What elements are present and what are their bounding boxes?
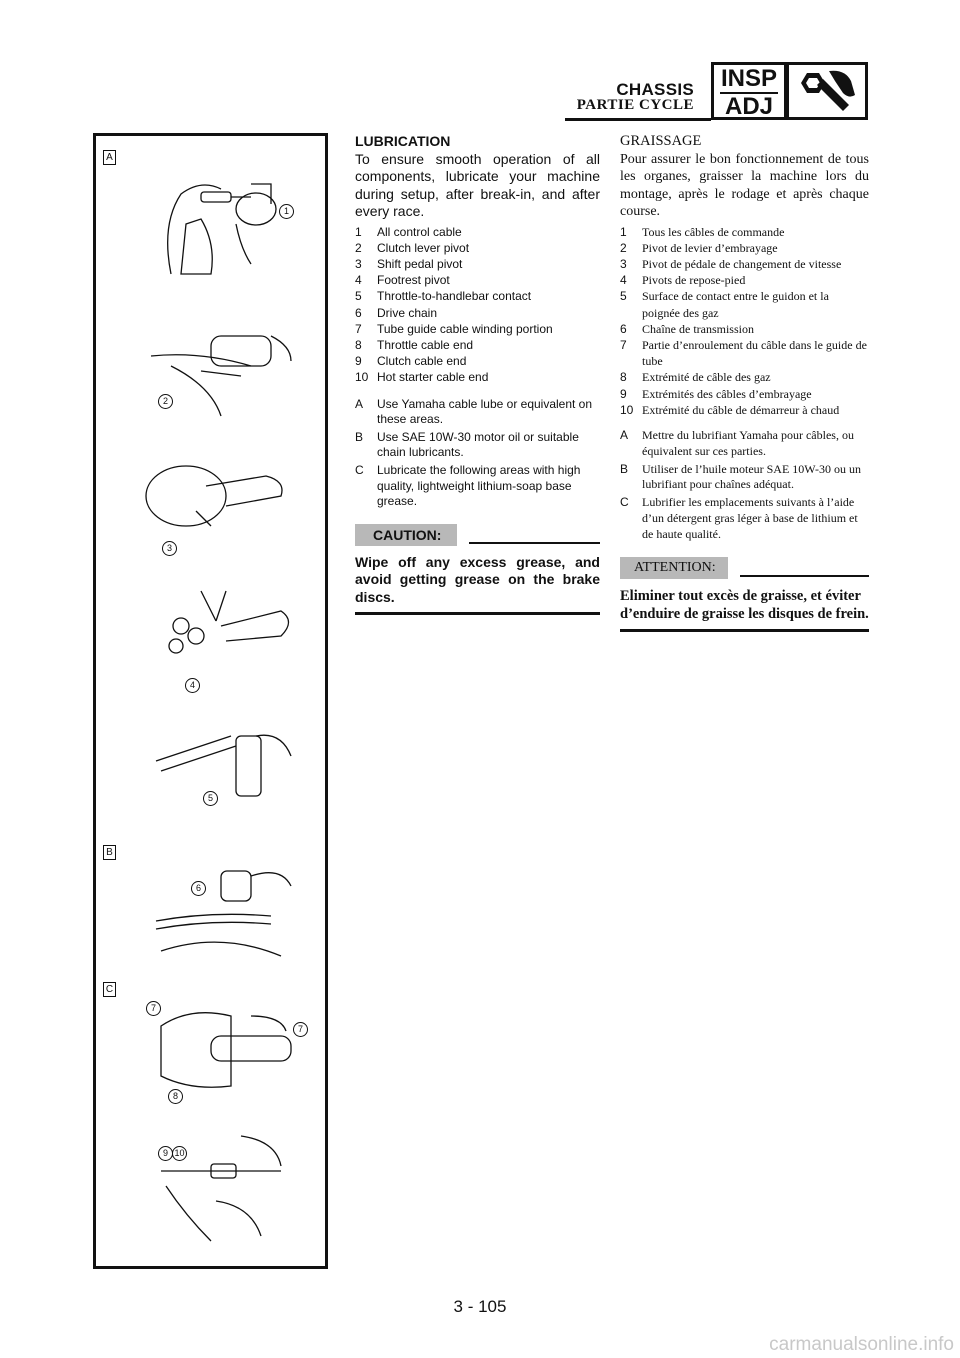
item-text: Chaîne de transmission — [642, 321, 754, 336]
english-note — [355, 463, 600, 510]
note-letter: A — [355, 396, 364, 411]
item-text: Tube guide cable winding portion — [377, 321, 553, 336]
english-item — [355, 240, 600, 256]
item-text: Throttle-to-handlebar contact — [377, 289, 532, 304]
english-item — [355, 272, 600, 288]
item-number: 6 — [355, 305, 362, 320]
item-text: Extrémité du câble de démarreur à chaud — [642, 402, 840, 417]
french-note — [620, 428, 869, 460]
figure-label-c: C — [103, 982, 116, 997]
throttle-illustration — [151, 726, 301, 806]
callout-9: 9 — [158, 1146, 173, 1161]
english-note — [355, 430, 600, 461]
french-note — [620, 495, 869, 542]
item-text: All control cable — [377, 224, 462, 239]
french-notes — [620, 428, 869, 543]
french-item — [620, 402, 869, 418]
french-item — [620, 272, 869, 288]
item-number: 1 — [620, 224, 627, 239]
item-number: 9 — [620, 386, 627, 401]
item-text: Pivot de pédale de changement de vitesse — [642, 257, 842, 272]
item-number: 5 — [355, 289, 362, 304]
english-item — [355, 305, 600, 321]
note-letter: B — [620, 461, 629, 476]
english-item — [355, 288, 600, 304]
note-text: Lubrifier les emplacements suivants à l’aide d’un détergent gras léger à base de lithium et de haute qualité. — [642, 495, 858, 541]
badge-bottom-text: ADJ — [724, 93, 773, 120]
callout-6: 6 — [191, 881, 206, 896]
item-number: 2 — [620, 240, 627, 255]
insp-adj-badge — [711, 62, 787, 120]
item-text: Clutch cable end — [377, 354, 467, 369]
english-item — [355, 337, 600, 353]
header-title-fr: PARTIE CYCLE — [576, 97, 694, 113]
callout-7a: 7 — [146, 1001, 161, 1016]
english-item — [355, 353, 600, 369]
item-number: 8 — [355, 338, 362, 353]
page-number: 3 - 105 — [453, 1297, 507, 1316]
english-item — [355, 256, 600, 272]
english-column — [355, 133, 600, 615]
french-intro: Pour assurer le bon fonctionnement de tous les organes, graisser la machine lors du montage, après le rodage et après chaque course. — [620, 152, 869, 220]
item-text: Shift pedal pivot — [377, 257, 463, 272]
item-number: 3 — [620, 257, 627, 272]
header-title-en: CHASSIS — [616, 80, 694, 99]
callout-3: 3 — [162, 541, 177, 556]
note-letter: C — [620, 495, 629, 510]
attention-text: Eliminer tout excès de graisse, et éviter d’enduire de graisse les disques de frein. — [620, 587, 869, 622]
item-number: 3 — [355, 257, 362, 272]
attention-rule — [740, 575, 869, 577]
english-item-list — [355, 224, 600, 386]
item-number: 4 — [620, 273, 627, 288]
item-text: Surface de contact entre le guidon et la poignée des gaz — [642, 289, 829, 320]
callout-10: 10 — [172, 1146, 187, 1161]
note-text: Lubricate the following areas with high quality, lightweight lithium-soap base grease. — [377, 463, 581, 509]
callout-1: 1 — [279, 204, 294, 219]
french-item — [620, 224, 869, 240]
illustration-frame — [93, 133, 328, 1269]
item-number: 4 — [355, 273, 362, 288]
note-text: Utiliser de l’huile moteur SAE 10W-30 ou un lubrifiant pour chaînes adéquat. — [642, 461, 861, 492]
item-number: 10 — [355, 370, 369, 385]
item-text: Extrémités des câbles d’embrayage — [642, 386, 812, 401]
shift-pedal-illustration — [136, 456, 296, 546]
english-item — [355, 224, 600, 240]
item-number: 8 — [620, 370, 627, 385]
english-item — [355, 321, 600, 337]
watermark: carmanualsonline.info — [769, 1334, 954, 1355]
callout-2: 2 — [158, 394, 173, 409]
french-item — [620, 386, 869, 402]
item-text: Clutch lever pivot — [377, 240, 470, 255]
french-heading: GRAISSAGE — [620, 133, 702, 149]
item-number: 7 — [620, 338, 627, 353]
item-number: 6 — [620, 321, 627, 336]
caution-header — [355, 524, 600, 546]
french-column — [620, 133, 869, 632]
item-text: Partie d’enroulement du câble dans le guide de tube — [642, 338, 867, 369]
note-text: Use SAE 10W-30 motor oil or suitable chain lubricants. — [377, 429, 579, 460]
item-number: 7 — [355, 321, 362, 336]
caution-label: CAUTION: — [355, 524, 457, 546]
figure-label-b: B — [103, 845, 116, 860]
callout-5: 5 — [203, 791, 218, 806]
item-number: 2 — [355, 240, 362, 255]
caution-text: Wipe off any excess grease, and avoid getting grease on the brake discs. — [355, 553, 600, 605]
french-item — [620, 337, 869, 369]
callout-8: 8 — [168, 1089, 183, 1104]
english-item — [355, 369, 600, 385]
caution-rule — [469, 542, 600, 544]
note-letter: C — [355, 463, 364, 478]
item-text: Drive chain — [377, 305, 438, 320]
header-rule — [565, 118, 711, 121]
footrest-pivot-illustration — [141, 581, 301, 681]
attention-header — [620, 557, 869, 579]
item-number: 10 — [620, 402, 634, 417]
french-item-list — [620, 224, 869, 418]
english-note — [355, 397, 600, 428]
english-intro: To ensure smooth operation of all components, lubricate your machine during setup, after break-in, and after every race. — [355, 151, 600, 220]
cable-end-illustration — [141, 1126, 301, 1246]
french-item — [620, 288, 869, 320]
item-text: Pivots de repose-pied — [642, 273, 746, 288]
cable-lube-illustration — [141, 164, 301, 304]
attention-end-rule — [620, 629, 869, 632]
badge-top-text: INSP — [720, 65, 777, 92]
callout-7b: 7 — [293, 1022, 308, 1037]
note-text: Use Yamaha cable lube or equivalent on these areas. — [377, 396, 593, 427]
callout-4: 4 — [185, 678, 200, 693]
item-text: Extrémité de câble des gaz — [642, 370, 771, 385]
item-text: Throttle cable end — [377, 338, 474, 353]
drive-chain-illustration — [151, 861, 301, 961]
french-item — [620, 321, 869, 337]
french-item — [620, 240, 869, 256]
french-item — [620, 369, 869, 385]
english-notes — [355, 397, 600, 510]
caution-end-rule — [355, 612, 600, 615]
item-number: 5 — [620, 289, 627, 304]
english-heading: LUBRICATION — [355, 133, 451, 149]
figure-label-a: A — [103, 150, 116, 165]
note-letter: B — [355, 429, 364, 444]
wrench-hand-icon — [786, 62, 868, 120]
note-letter: A — [620, 428, 629, 443]
item-text: Tous les câbles de commande — [642, 224, 785, 239]
item-number: 1 — [355, 224, 362, 239]
french-note — [620, 462, 869, 494]
item-text: Footrest pivot — [377, 273, 450, 288]
note-text: Mettre du lubrifiant Yamaha pour câbles, ou équivalent sur ces parties. — [642, 428, 854, 458]
item-text: Hot starter cable end — [377, 370, 489, 385]
item-text: Pivot de levier d’embrayage — [642, 240, 778, 255]
attention-label: ATTENTION: — [620, 557, 728, 579]
item-number: 9 — [355, 354, 362, 369]
french-item — [620, 256, 869, 272]
clutch-lever-illustration — [141, 316, 301, 426]
